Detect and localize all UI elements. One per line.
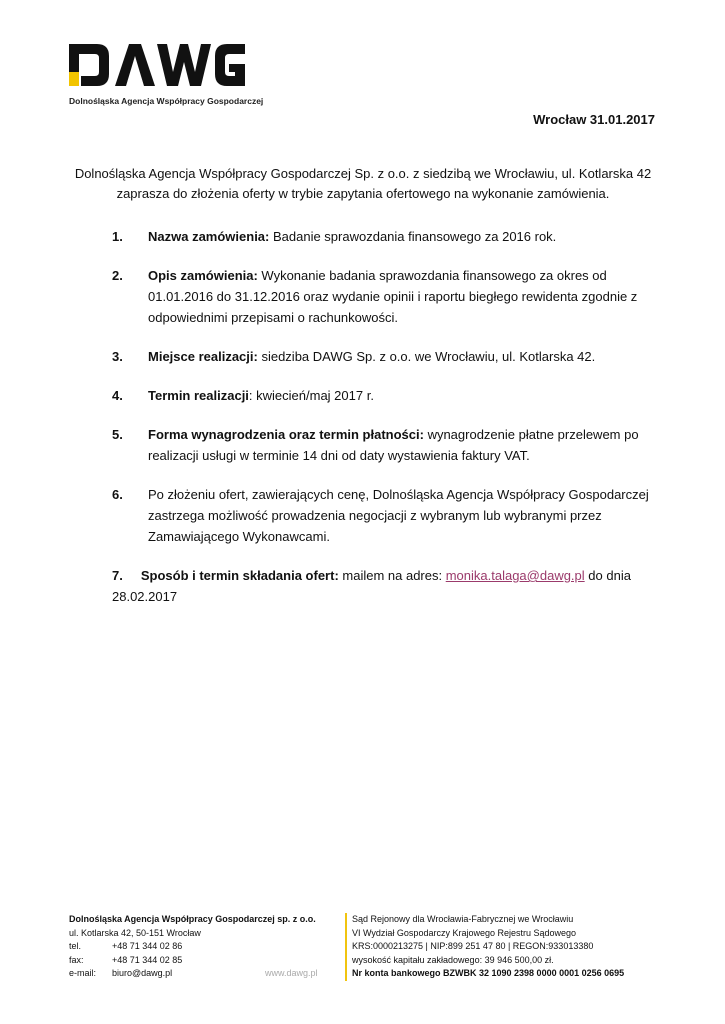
list-item	[112, 226, 657, 247]
fax-value: +48 71 344 02 85	[112, 954, 183, 965]
item-number: 1.	[112, 229, 123, 244]
item-label: Miejsce realizacji:	[148, 349, 258, 364]
footer-tel-row	[69, 940, 339, 954]
item-text: Po złożeniu ofert, zawierających cenę, Dolnośląska Agencja Współpracy Gospodarczej zastrzega możliwość prowadzenia negocjacji z wybranym lub wybranymi przez Zamawiającego Wykonawcami.	[148, 487, 649, 544]
item-text: : kwiecień/maj 2017 r.	[248, 388, 374, 403]
footer-fax-row	[69, 954, 339, 968]
fax-label: fax:	[69, 954, 84, 965]
item-label: Forma wynagrodzenia oraz termin płatności:	[148, 427, 424, 442]
footer-company: Dolnośląska Agencja Współpracy Gospodarczej sp. z o.o.	[69, 914, 316, 924]
item-number: 5.	[112, 427, 123, 442]
footer-bank: Nr konta bankowego BZWBK 32 1090 2398 0000 0001 0256 0695	[352, 968, 625, 979]
footer-website[interactable]: www.dawg.pl	[265, 968, 318, 978]
footer-registry	[352, 913, 672, 981]
list-item	[112, 346, 657, 367]
item-label: Opis zamówienia:	[148, 268, 258, 283]
item-number: 7.	[112, 568, 123, 583]
email-label: e-mail:	[69, 968, 97, 979]
list-item	[112, 565, 657, 607]
item-number: 4.	[112, 388, 123, 403]
item-label: Sposób i termin składania ofert:	[140, 568, 339, 583]
offer-email-link[interactable]: monika.talaga@dawg.pl	[445, 568, 585, 583]
footer-division: VI Wydział Gospodarczy Krajowego Rejestru Sądowego	[352, 927, 577, 938]
item-text: Badanie sprawozdania finansowego za 2016 rok.	[269, 229, 557, 244]
footer-court: Sąd Rejonowy dla Wrocławia-Fabrycznej we Wrocławiu	[352, 914, 574, 924]
item-text: wynagrodzenie płatne przelewem po realizacji usługi w terminie 14 dni od daty wystawienia faktury VAT.	[148, 427, 639, 463]
list-item	[112, 484, 657, 547]
item-number: 2.	[112, 268, 123, 283]
item-text: do dnia 28.02.2017	[112, 568, 631, 604]
email-value[interactable]: biuro@dawg.pl	[112, 968, 173, 979]
document-date: Wrocław 31.01.2017	[533, 112, 655, 127]
footer-divider	[345, 913, 347, 981]
footer-ids: KRS:0000213275 | NIP:899 251 47 80 | REGON:933013380	[352, 941, 594, 952]
item-number: 6.	[112, 487, 123, 502]
list-item	[112, 424, 657, 466]
item-text: mailem na adres:	[338, 568, 446, 583]
item-label: Nazwa zamówienia:	[148, 229, 270, 244]
list-item	[112, 265, 657, 328]
item-text: Wykonanie badania sprawozdania finansowego za okres od 01.01.2016 do 31.12.2016 oraz wydanie opinii i raportu biegłego rewidenta zgodnie z odpowiednimi przepisami o rachunkowości.	[148, 268, 638, 325]
dawg-logo	[67, 40, 247, 90]
logo-subtitle: Dolnośląska Agencja Współpracy Gospodarczej	[69, 96, 264, 106]
dawg-logo-graphic	[67, 40, 247, 90]
item-text: siedziba DAWG Sp. z o.o. we Wrocławiu, ul. Kotlarska 42.	[257, 349, 596, 364]
item-number: 3.	[112, 349, 123, 364]
tel-value: +48 71 344 02 86	[112, 941, 183, 952]
item-label: Termin realizacji	[148, 388, 249, 403]
footer-capital: wysokość kapitału zakładowego: 39 946 500,00 zł.	[352, 954, 554, 965]
tel-label: tel.	[69, 941, 82, 952]
list-item	[112, 385, 657, 406]
intro-paragraph: Dolnośląska Agencja Współpracy Gospodarczej Sp. z o.o. z siedzibą we Wrocławiu, ul. Kotlarska 42 zaprasza do złożenia oferty w trybie zapytania ofertowego na wykonanie zamówienia.	[74, 166, 652, 201]
footer-address: ul. Kotlarska 42, 50-151 Wrocław	[69, 927, 201, 938]
order-items-list	[112, 226, 657, 625]
